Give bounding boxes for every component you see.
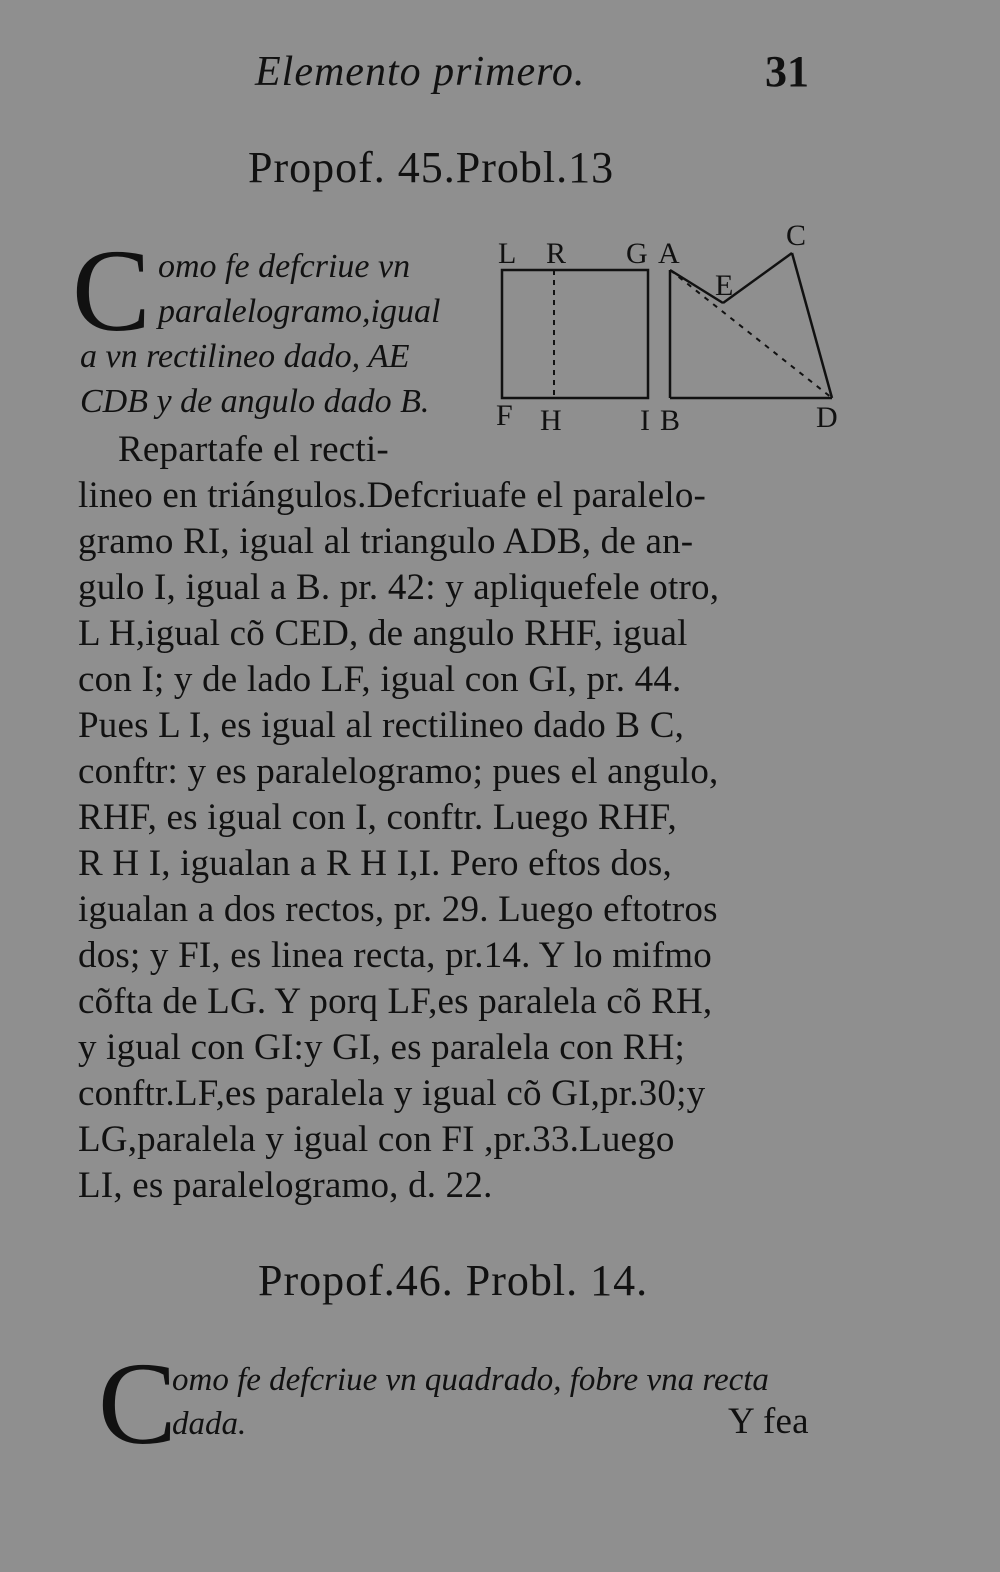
text-line: conftr.LF,es paralela y igual cõ GI,pr.30;y [78,1073,706,1114]
drop-cap: C [98,1338,177,1469]
side-EC [723,253,792,303]
intro-line: paralelogramo,igual [158,293,441,330]
text-line: con I; y de lado LF, igual con GI, pr. 44. [78,659,682,700]
label-R: R [546,237,567,270]
page-number: 31 [765,47,809,96]
label-C: C [786,219,807,252]
label-L: L [498,237,517,270]
text-line: lineo en triángulos.Defcriuafe el paralelo- [78,475,707,516]
text-line: conftr: y es paralelogramo; pues el angulo, [78,751,719,792]
text-line: RHF, es igual con I, conftr. Luego RHF, [78,797,677,838]
text-line: LG,paralela y igual con FI ,pr.33.Luego [78,1119,675,1160]
text-line: Repartafe el recti- [118,429,389,470]
text-line: cõfta de LG. Y porq LF,es paralela cõ RH, [78,981,713,1022]
intro-line: CDB y de angulo dado B. [80,383,430,420]
label-H: H [540,404,562,437]
label-G: G [626,237,648,270]
intro-line: a vn rectilineo dado, AE [80,338,410,375]
intro-line: dada. [172,1406,247,1442]
proposition-45-title: Propof. 45.Probl.13 [248,143,615,192]
drop-cap: C [72,225,151,356]
label-B: B [660,404,681,437]
text-line: gramo RI, igual al triangulo ADB, de an- [78,521,694,562]
text-line: gulo I, igual a B. pr. 42: y apliquefele otro, [78,567,720,608]
text-line: y igual con GI:y GI, es paralela con RH; [78,1027,686,1068]
label-E: E [715,269,734,302]
label-F: F [496,399,513,432]
text-line: dos; y FI, es linea recta, pr.14. Y lo mifmo [78,935,712,976]
text-line: R H I, igualan a R H I,I. Pero eftos dos, [78,843,672,884]
catchword: Y fea [728,1401,809,1442]
proposition-46-title: Propof.46. Probl. 14. [258,1256,649,1305]
parallelogram-LI [502,270,648,398]
side-CD [792,253,832,398]
label-I: I [640,404,650,437]
running-title: Elemento primero. [255,49,586,95]
intro-line: omo fe defcriue vn quadrado, fobre vna recta [172,1362,769,1398]
text-line: igualan a dos rectos, pr. 29. Luego eftotros [78,889,718,930]
label-A: A [658,237,680,270]
text-line: LI, es paralelogramo, d. 22. [78,1165,493,1206]
intro-line: omo fe defcriue vn [158,248,411,285]
label-D: D [816,401,838,434]
text-line: L H,igual cõ CED, de angulo RHF, igual [78,613,688,654]
diagonal-AD [670,270,832,398]
text-line: Pues L I, es igual al rectilineo dado B C, [78,705,685,746]
geometric-figure [490,215,860,445]
